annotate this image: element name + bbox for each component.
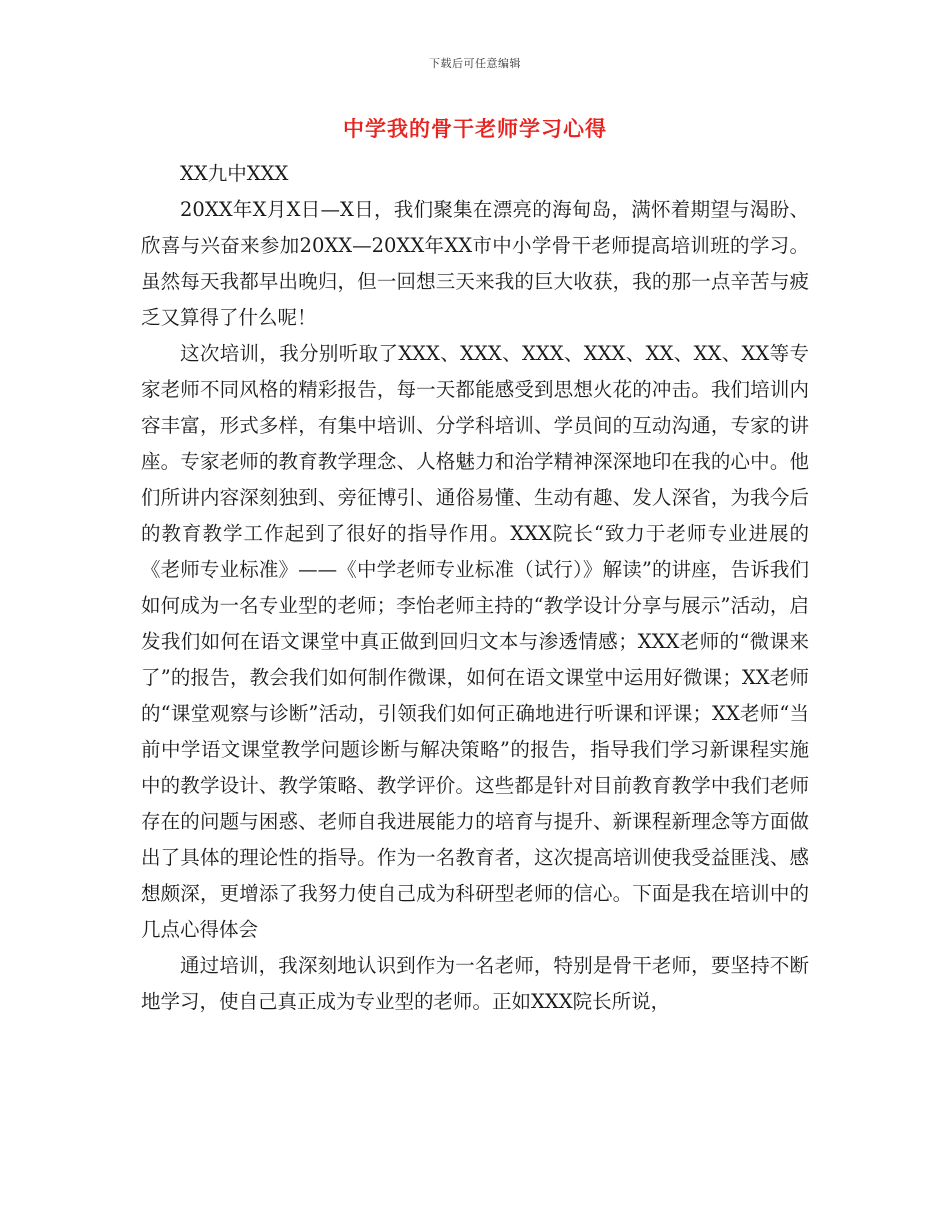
paragraph-2: 这次培训，我分别听取了XXX、XXX、XXX、XXX、XX、XX、XX等专家老师不同风格的精彩报告，每一天都能感受到思想火花的冲击。我们培训内容丰富，形式多样，有集中培训、分学科培训、学员间的互动沟通，专家的讲座。专家老师的教育教学理念、人格魅力和治学精神深深地印在我的心中。他们所讲内容深刻独到、旁征博引、通俗易懂、生动有趣、发人深省，为我今后的教育教学工作起到了很好的指导作用。XXX院长“致力于老师专业进展的《老师专业标准》——《中学老师专业标准（试行）》解读”的讲座，告诉我们如何成为一名专业型的老师；李怡老师主持的“教学设计分享与展示”活动，启发我们如何在语文课堂中真正做到回归文本与渗透情感；XXX老师的“微课来了”的报告，教会我们如何制作微课，如何在语文课堂中运用好微课；XX老师的“课堂观察与诊断”活动，引领我们如何正确地进行听课和评课；XX老师“当前中学语文课堂教学问题诊断与解决策略”的报告，指导我们学习新课程实施中的教学设计、教学策略、教学评价。这些都是针对目前教育教学中我们老师存在的问题与困惑、老师自我进展能力的培育与提升、新课程新理念等方面做出了具体的理论性的指导。作为一名教育者，这次提高培训使我受益匪浅、感想颇深，更增添了我努力使自己成为科研型老师的信心。下面是我在培训中的几点心得体会 — [141, 342, 809, 941]
page-header-note: 下载后可任意编辑 — [429, 57, 521, 70]
paragraph-1: 20XX年X月X日—X日，我们聚集在漂亮的海甸岛，满怀着期望与渴盼、欣喜与兴奋来参加20XX—20XX年XX市中小学骨干老师提高培训班的学习。虽然每天我都早出晚归，但一回想三天来我的巨大收获，我的那一点辛苦与疲乏又算得了什么呢！ — [141, 198, 809, 329]
paragraph-3: 通过培训，我深刻地认识到作为一名老师，特别是骨干老师，要坚持不断地学习，使自己真正成为专业型的老师。正如XXX院长所说， — [141, 954, 809, 1013]
author-line: XX九中XXX — [180, 162, 289, 185]
document-title: 中学我的骨干老师学习心得 — [343, 116, 607, 141]
document-body — [141, 156, 809, 1020]
